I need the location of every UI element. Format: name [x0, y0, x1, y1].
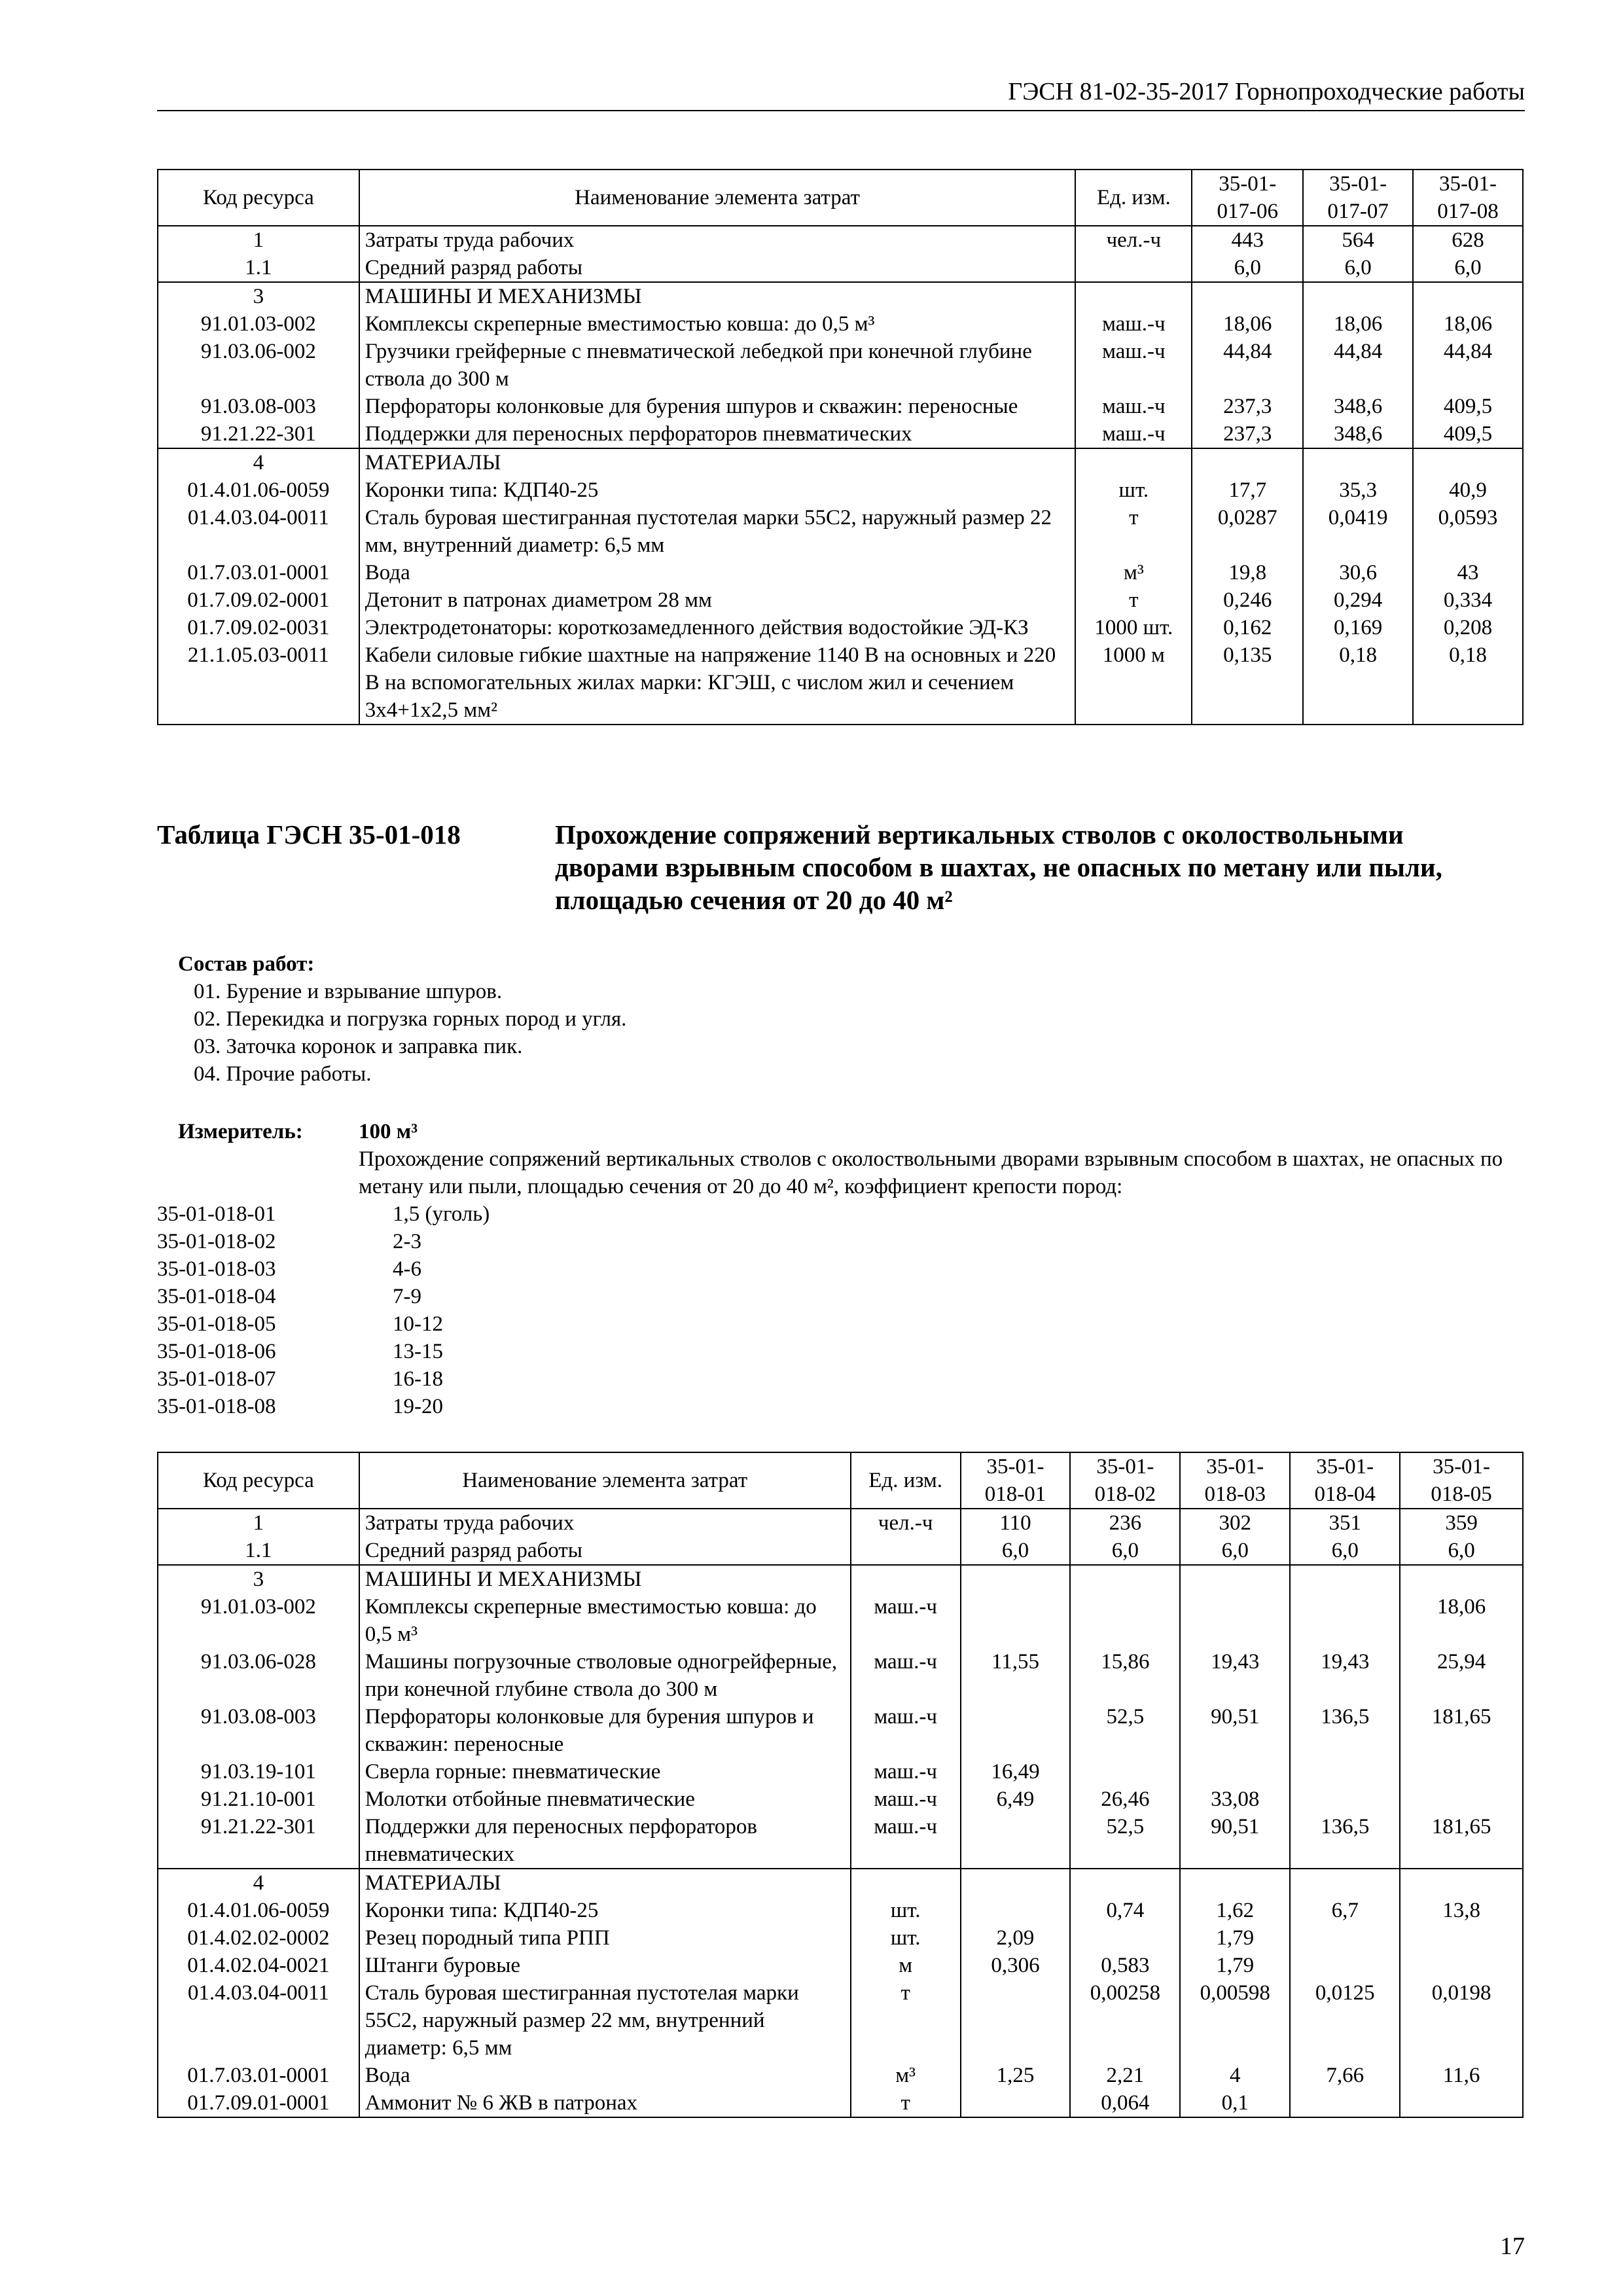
resource-name-cell: Молотки отбойные пневматические [359, 1785, 851, 1813]
value-cell [1070, 1565, 1180, 1593]
value-cell: 0,0125 [1290, 1979, 1400, 2062]
value-cell: 0,246 [1192, 586, 1303, 614]
resource-code-cell: 01.4.02.02-0002 [158, 1924, 359, 1952]
resource-name-cell: Поддержки для переносных перфораторов пневматических [359, 420, 1076, 448]
value-cell: 6,0 [1400, 1537, 1523, 1565]
unit-cell: маш.-ч [1075, 393, 1192, 420]
section-row [158, 226, 1523, 254]
section-row [158, 282, 1523, 310]
rate-code: 35-01-018-02 [157, 1230, 276, 1253]
unit-cell: шт. [851, 1897, 961, 1924]
value-cell: 2,21 [1070, 2062, 1180, 2089]
resource-code-cell: 91.21.10-001 [158, 1785, 359, 1813]
value-cell: 18,06 [1192, 310, 1303, 338]
resource-table-017 [157, 169, 1524, 725]
unit-cell [851, 1565, 961, 1593]
unit-cell: чел.-ч [851, 1509, 961, 1537]
unit-cell: чел.-ч [1075, 226, 1192, 254]
value-cell: 628 [1413, 226, 1523, 254]
value-cell: 409,5 [1413, 420, 1523, 448]
value-cell: 1,79 [1180, 1924, 1290, 1952]
resource-code-cell: 91.21.22-301 [158, 420, 359, 448]
table-row [158, 1537, 1523, 1565]
value-cell: 110 [961, 1509, 1071, 1537]
table-title: Прохождение сопряжений вертикальных стволов с околоствольными дворами взрывным способом в шахтах, не опасных по метану или пыли, площадью сечения от 20 до 40 м² [555, 819, 1442, 915]
unit-cell: т [1075, 504, 1192, 559]
section-row [158, 448, 1523, 476]
resource-code-cell: 01.4.01.06-0059 [158, 476, 359, 504]
value-cell: 0,1 [1180, 2089, 1290, 2117]
resource-code-cell: 1 [158, 226, 359, 254]
unit-cell: 1000 м [1075, 641, 1192, 725]
value-cell: 136,5 [1290, 1703, 1400, 1758]
table-row [158, 393, 1523, 420]
meter-value: 100 м³ [359, 1120, 418, 1143]
unit-cell: м [851, 1952, 961, 1979]
resource-name-cell: Коронки типа: КДП40-25 [359, 476, 1076, 504]
value-cell [1290, 2089, 1400, 2117]
value-cell [1180, 1565, 1290, 1593]
value-cell [1070, 1869, 1180, 1897]
value-cell [1413, 282, 1523, 310]
unit-cell: т [851, 1979, 961, 2062]
column-header: Код ресурса [158, 170, 359, 226]
value-cell: 25,94 [1400, 1648, 1523, 1703]
table-row [158, 559, 1523, 586]
unit-cell: маш.-ч [851, 1813, 961, 1869]
resource-code-cell: 91.03.06-002 [158, 338, 359, 393]
resource-code-cell: 3 [158, 282, 359, 310]
value-cell: 351 [1290, 1509, 1400, 1537]
value-cell: 237,3 [1192, 420, 1303, 448]
value-cell: 1,25 [961, 2062, 1071, 2089]
value-cell: 0,334 [1413, 586, 1523, 614]
value-cell: 43 [1413, 559, 1523, 586]
value-cell [1400, 2089, 1523, 2117]
value-cell: 1,62 [1180, 1897, 1290, 1924]
resource-code-cell: 91.03.19-101 [158, 1758, 359, 1785]
value-cell [961, 1897, 1071, 1924]
section-row [158, 1509, 1523, 1537]
value-cell [961, 2089, 1071, 2117]
resource-name-cell: Средний разряд работы [359, 1537, 851, 1565]
resource-code-cell: 1.1 [158, 1537, 359, 1565]
value-cell: 15,86 [1070, 1648, 1180, 1703]
column-header: Ед. изм. [851, 1452, 961, 1509]
resource-name-cell: Перфораторы колонковые для бурения шпуров и скважин: переносные [359, 1703, 851, 1758]
resource-name-cell: МАТЕРИАЛЫ [359, 448, 1076, 476]
column-header: Наименование элемента затрат [359, 1452, 851, 1509]
rate-code-row [157, 1338, 490, 1365]
resource-name-cell: Сверла горные: пневматические [359, 1758, 851, 1785]
rate-code-value: 10-12 [393, 1312, 443, 1336]
value-cell: 136,5 [1290, 1813, 1400, 1869]
value-cell: 13,8 [1400, 1897, 1523, 1924]
running-header: ГЭСН 81-02-35-2017 Горнопроходческие работы [157, 77, 1525, 111]
resource-code-cell: 91.03.08-003 [158, 393, 359, 420]
value-cell: 181,65 [1400, 1703, 1523, 1758]
value-cell: 0,162 [1192, 614, 1303, 641]
rate-code: 35-01-018-06 [157, 1340, 276, 1363]
rate-code: 35-01-018-07 [157, 1367, 276, 1391]
value-cell: 6,49 [961, 1785, 1071, 1813]
value-cell: 443 [1192, 226, 1303, 254]
section-row [158, 1565, 1523, 1593]
value-cell [1180, 1758, 1290, 1785]
table-row [158, 641, 1523, 725]
value-cell [1290, 1593, 1400, 1648]
resource-name-cell: Средний разряд работы [359, 254, 1076, 282]
column-header: Ед. изм. [1075, 170, 1192, 226]
value-cell [1290, 1924, 1400, 1952]
unit-cell: маш.-ч [851, 1758, 961, 1785]
table-row [158, 1648, 1523, 1703]
value-cell [1400, 1924, 1523, 1952]
value-cell: 44,84 [1192, 338, 1303, 393]
resource-code-cell: 01.7.09.02-0001 [158, 586, 359, 614]
value-cell: 4 [1180, 2062, 1290, 2089]
column-header: 35-01- 017-06 [1192, 170, 1303, 226]
resource-name-cell: Резец породный типа РПП [359, 1924, 851, 1952]
resource-name-cell: Кабели силовые гибкие шахтные на напряжение 1140 В на основных и 220 В на вспомогательных жилах марки: КГЭШ, с числом жил и сечением 3х4+1х2,5 мм² [359, 641, 1076, 725]
table-row [158, 1924, 1523, 1952]
value-cell: 6,0 [961, 1537, 1071, 1565]
value-cell: 0,18 [1303, 641, 1413, 725]
value-cell [1180, 1869, 1290, 1897]
resource-name-cell: Комплексы скреперные вместимостью ковша: до 0,5 м³ [359, 310, 1076, 338]
unit-cell [1075, 448, 1192, 476]
rate-code: 35-01-018-03 [157, 1257, 276, 1281]
unit-cell: м³ [1075, 559, 1192, 586]
rate-code-value: 16-18 [393, 1367, 443, 1391]
rate-code: 35-01-018-08 [157, 1395, 276, 1418]
resource-code-cell: 01.7.09.01-0001 [158, 2089, 359, 2117]
value-cell: 302 [1180, 1509, 1290, 1537]
value-cell: 11,6 [1400, 2062, 1523, 2089]
value-cell: 236 [1070, 1509, 1180, 1537]
value-cell [1070, 1758, 1180, 1785]
column-header: 35-01- 018-05 [1400, 1452, 1523, 1509]
resource-name-cell: Машины погрузочные стволовые одногрейферные, при конечной глубине ствола до 300 м [359, 1648, 851, 1703]
value-cell [1413, 448, 1523, 476]
rate-code-row [157, 1228, 490, 1255]
value-cell: 0,294 [1303, 586, 1413, 614]
column-header: 35-01- 018-02 [1070, 1452, 1180, 1509]
resource-code-cell: 4 [158, 448, 359, 476]
works-label: Состав работ: [178, 952, 315, 976]
resource-code-cell: 3 [158, 1565, 359, 1593]
rate-code-row [157, 1200, 490, 1228]
table-header-row [158, 1452, 1523, 1509]
column-header: 35-01- 018-03 [1180, 1452, 1290, 1509]
column-header: 35-01- 017-08 [1413, 170, 1523, 226]
resource-code-cell: 4 [158, 1869, 359, 1897]
value-cell [1400, 1785, 1523, 1813]
table-row [158, 1785, 1523, 1813]
value-cell: 2,09 [961, 1924, 1071, 1952]
value-cell [1303, 448, 1413, 476]
column-header: Наименование элемента затрат [359, 170, 1076, 226]
value-cell: 6,0 [1070, 1537, 1180, 1565]
page-number: 17 [1500, 2233, 1525, 2260]
value-cell: 18,06 [1413, 310, 1523, 338]
value-cell: 1,79 [1180, 1952, 1290, 1979]
value-cell: 0,306 [961, 1952, 1071, 1979]
unit-cell: шт. [1075, 476, 1192, 504]
table-row [158, 254, 1523, 282]
resource-code-cell: 1.1 [158, 254, 359, 282]
resource-code-cell: 91.01.03-002 [158, 310, 359, 338]
value-cell: 6,0 [1180, 1537, 1290, 1565]
value-cell: 348,6 [1303, 420, 1413, 448]
rate-code-value: 4-6 [393, 1257, 421, 1281]
table-row [158, 614, 1523, 641]
value-cell [1303, 282, 1413, 310]
value-cell: 17,7 [1192, 476, 1303, 504]
work-item: 03. Заточка коронок и заправка пик. [194, 1035, 523, 1058]
rate-code-value: 19-20 [393, 1395, 443, 1418]
rate-code-value: 2-3 [393, 1230, 421, 1253]
value-cell: 52,5 [1070, 1813, 1180, 1869]
table-row [158, 420, 1523, 448]
resource-name-cell: Штанги буровые [359, 1952, 851, 1979]
resource-code-cell: 01.7.09.02-0031 [158, 614, 359, 641]
value-cell [1070, 1593, 1180, 1648]
rate-code-value: 7-9 [393, 1285, 421, 1308]
value-cell: 19,8 [1192, 559, 1303, 586]
resource-name-cell: Сталь буровая шестигранная пустотелая марки 55С2, наружный размер 22 мм, внутренний диаметр: 6,5 мм [359, 504, 1076, 559]
resource-name-cell: Перфораторы колонковые для бурения шпуров и скважин: переносные [359, 393, 1076, 420]
unit-cell: маш.-ч [851, 1593, 961, 1648]
value-cell: 0,74 [1070, 1897, 1180, 1924]
table-row [158, 476, 1523, 504]
unit-cell: маш.-ч [1075, 310, 1192, 338]
work-item: 02. Перекидка и погрузка горных пород и угля. [194, 1007, 627, 1031]
value-cell: 19,43 [1290, 1648, 1400, 1703]
value-cell [961, 1703, 1071, 1758]
resource-name-cell: Аммонит № 6 ЖВ в патронах [359, 2089, 851, 2117]
work-item: 04. Прочие работы. [194, 1062, 372, 1086]
column-header: 35-01- 018-01 [961, 1452, 1071, 1509]
resource-code-cell: 01.4.02.04-0021 [158, 1952, 359, 1979]
value-cell: 0,0593 [1413, 504, 1523, 559]
resource-code-cell: 01.7.03.01-0001 [158, 2062, 359, 2089]
resource-code-cell: 91.01.03-002 [158, 1593, 359, 1648]
value-cell: 0,135 [1192, 641, 1303, 725]
resource-code-cell: 91.03.08-003 [158, 1703, 359, 1758]
unit-cell: м³ [851, 2062, 961, 2089]
value-cell: 0,169 [1303, 614, 1413, 641]
resource-name-cell: Затраты труда рабочих [359, 1509, 851, 1537]
value-cell [1180, 1593, 1290, 1648]
resource-name-cell: Вода [359, 2062, 851, 2089]
table-row [158, 1897, 1523, 1924]
value-cell [1192, 448, 1303, 476]
value-cell: 0,583 [1070, 1952, 1180, 1979]
resource-name-cell: Сталь буровая шестигранная пустотелая марки 55С2, наружный размер 22 мм, внутренний диаметр: 6,5 мм [359, 1979, 851, 2062]
table-row [158, 1979, 1523, 2062]
value-cell: 18,06 [1303, 310, 1413, 338]
rate-code-row [157, 1283, 490, 1310]
resource-name-cell: Поддержки для переносных перфораторов пневматических [359, 1813, 851, 1869]
rate-code: 35-01-018-05 [157, 1312, 276, 1336]
table-row [158, 586, 1523, 614]
value-cell: 18,06 [1400, 1593, 1523, 1648]
rate-code-row [157, 1255, 490, 1283]
value-cell: 0,00258 [1070, 1979, 1180, 2062]
rate-code: 35-01-018-04 [157, 1285, 276, 1308]
value-cell [1070, 1924, 1180, 1952]
unit-cell: маш.-ч [851, 1648, 961, 1703]
value-cell: 564 [1303, 226, 1413, 254]
value-cell: 6,0 [1413, 254, 1523, 282]
rate-code-value: 1,5 (уголь) [393, 1202, 490, 1226]
meter-description: Прохождение сопряжений вертикальных стволов с околоствольными дворами взрывным способом в шахтах, не опасных по метану или пыли, площадью сечения от 20 до 40 м², коэффициент крепости пород: [359, 1147, 1503, 1198]
rate-code-value: 13-15 [393, 1340, 443, 1363]
unit-cell: маш.-ч [1075, 420, 1192, 448]
value-cell: 6,0 [1290, 1537, 1400, 1565]
column-header: 35-01- 018-04 [1290, 1452, 1400, 1509]
value-cell: 44,84 [1413, 338, 1523, 393]
value-cell: 6,0 [1192, 254, 1303, 282]
work-item: 01. Бурение и взрывание шпуров. [194, 980, 503, 1003]
value-cell: 0,064 [1070, 2089, 1180, 2117]
value-cell: 30,6 [1303, 559, 1413, 586]
value-cell: 33,08 [1180, 1785, 1290, 1813]
resource-table-018 [157, 1452, 1524, 2118]
unit-cell: маш.-ч [851, 1785, 961, 1813]
unit-cell: шт. [851, 1924, 961, 1952]
value-cell [1400, 1565, 1523, 1593]
table-row [158, 1593, 1523, 1648]
resource-name-cell: МАШИНЫ И МЕХАНИЗМЫ [359, 282, 1076, 310]
rate-codes-list [157, 1200, 490, 1420]
resource-code-cell: 91.03.06-028 [158, 1648, 359, 1703]
table-row [158, 504, 1523, 559]
value-cell: 409,5 [1413, 393, 1523, 420]
unit-cell: маш.-ч [851, 1703, 961, 1758]
resource-name-cell: Вода [359, 559, 1076, 586]
value-cell: 0,18 [1413, 641, 1523, 725]
section-row [158, 1869, 1523, 1897]
unit-cell [1075, 254, 1192, 282]
column-header: 35-01- 017-07 [1303, 170, 1413, 226]
value-cell [1290, 1869, 1400, 1897]
table-row [158, 1703, 1523, 1758]
unit-cell: т [851, 2089, 961, 2117]
unit-cell [851, 1537, 961, 1565]
unit-cell [1075, 282, 1192, 310]
table-row [158, 1813, 1523, 1869]
table-row [158, 1952, 1523, 1979]
value-cell [961, 1869, 1071, 1897]
value-cell [961, 1593, 1071, 1648]
value-cell [1290, 1758, 1400, 1785]
unit-cell: маш.-ч [1075, 338, 1192, 393]
value-cell: 11,55 [961, 1648, 1071, 1703]
value-cell: 0,00598 [1180, 1979, 1290, 2062]
resource-name-cell: Грузчики грейферные с пневматической лебедкой при конечной глубине ствола до 300 м [359, 338, 1076, 393]
rate-code-row [157, 1393, 490, 1420]
resource-code-cell: 1 [158, 1509, 359, 1537]
value-cell [1290, 1952, 1400, 1979]
column-header: Код ресурса [158, 1452, 359, 1509]
rate-code-row [157, 1310, 490, 1338]
value-cell [1290, 1565, 1400, 1593]
table-row [158, 310, 1523, 338]
works-block [178, 950, 626, 1088]
value-cell: 6,7 [1290, 1897, 1400, 1924]
resource-name-cell: Затраты труда рабочих [359, 226, 1076, 254]
unit-cell: 1000 шт. [1075, 614, 1192, 641]
resource-name-cell: Комплексы скреперные вместимостью ковша: до 0,5 м³ [359, 1593, 851, 1648]
value-cell: 0,208 [1413, 614, 1523, 641]
value-cell: 40,9 [1413, 476, 1523, 504]
resource-code-cell: 91.21.22-301 [158, 1813, 359, 1869]
unit-cell: т [1075, 586, 1192, 614]
resource-name-cell: Электродетонаторы: короткозамедленного действия водостойкие ЭД-КЗ [359, 614, 1076, 641]
table-label: Таблица ГЭСН 35-01-018 [157, 819, 461, 850]
value-cell [1400, 1869, 1523, 1897]
value-cell: 0,0287 [1192, 504, 1303, 559]
resource-name-cell: МАШИНЫ И МЕХАНИЗМЫ [359, 1565, 851, 1593]
value-cell [1290, 1785, 1400, 1813]
value-cell: 0,0198 [1400, 1979, 1523, 2062]
value-cell [961, 1565, 1071, 1593]
value-cell: 52,5 [1070, 1703, 1180, 1758]
value-cell [961, 1813, 1071, 1869]
value-cell: 181,65 [1400, 1813, 1523, 1869]
resource-code-cell: 01.4.03.04-0011 [158, 504, 359, 559]
value-cell [1400, 1758, 1523, 1785]
meter-label: Измеритель: [178, 1120, 303, 1143]
value-cell: 7,66 [1290, 2062, 1400, 2089]
rate-code-row [157, 1365, 490, 1393]
resource-code-cell: 01.4.01.06-0059 [158, 1897, 359, 1924]
table-row [158, 2089, 1523, 2117]
resource-code-cell: 01.4.03.04-0011 [158, 1979, 359, 2062]
table-row [158, 1758, 1523, 1785]
value-cell: 359 [1400, 1509, 1523, 1537]
value-cell: 16,49 [961, 1758, 1071, 1785]
value-cell: 0,0419 [1303, 504, 1413, 559]
resource-name-cell: МАТЕРИАЛЫ [359, 1869, 851, 1897]
resource-code-cell: 21.1.05.03-0011 [158, 641, 359, 725]
resource-code-cell: 01.7.03.01-0001 [158, 559, 359, 586]
value-cell: 6,0 [1303, 254, 1413, 282]
value-cell: 26,46 [1070, 1785, 1180, 1813]
table-header-row [158, 170, 1523, 226]
table-row [158, 338, 1523, 393]
unit-cell [851, 1869, 961, 1897]
value-cell: 19,43 [1180, 1648, 1290, 1703]
rate-code: 35-01-018-01 [157, 1202, 276, 1226]
value-cell [1400, 1952, 1523, 1979]
value-cell: 90,51 [1180, 1813, 1290, 1869]
resource-name-cell: Детонит в патронах диаметром 28 мм [359, 586, 1076, 614]
value-cell [961, 1979, 1071, 2062]
table-row [158, 2062, 1523, 2089]
value-cell: 348,6 [1303, 393, 1413, 420]
value-cell [1192, 282, 1303, 310]
value-cell: 44,84 [1303, 338, 1413, 393]
resource-name-cell: Коронки типа: КДП40-25 [359, 1897, 851, 1924]
value-cell: 237,3 [1192, 393, 1303, 420]
value-cell: 35,3 [1303, 476, 1413, 504]
value-cell: 90,51 [1180, 1703, 1290, 1758]
